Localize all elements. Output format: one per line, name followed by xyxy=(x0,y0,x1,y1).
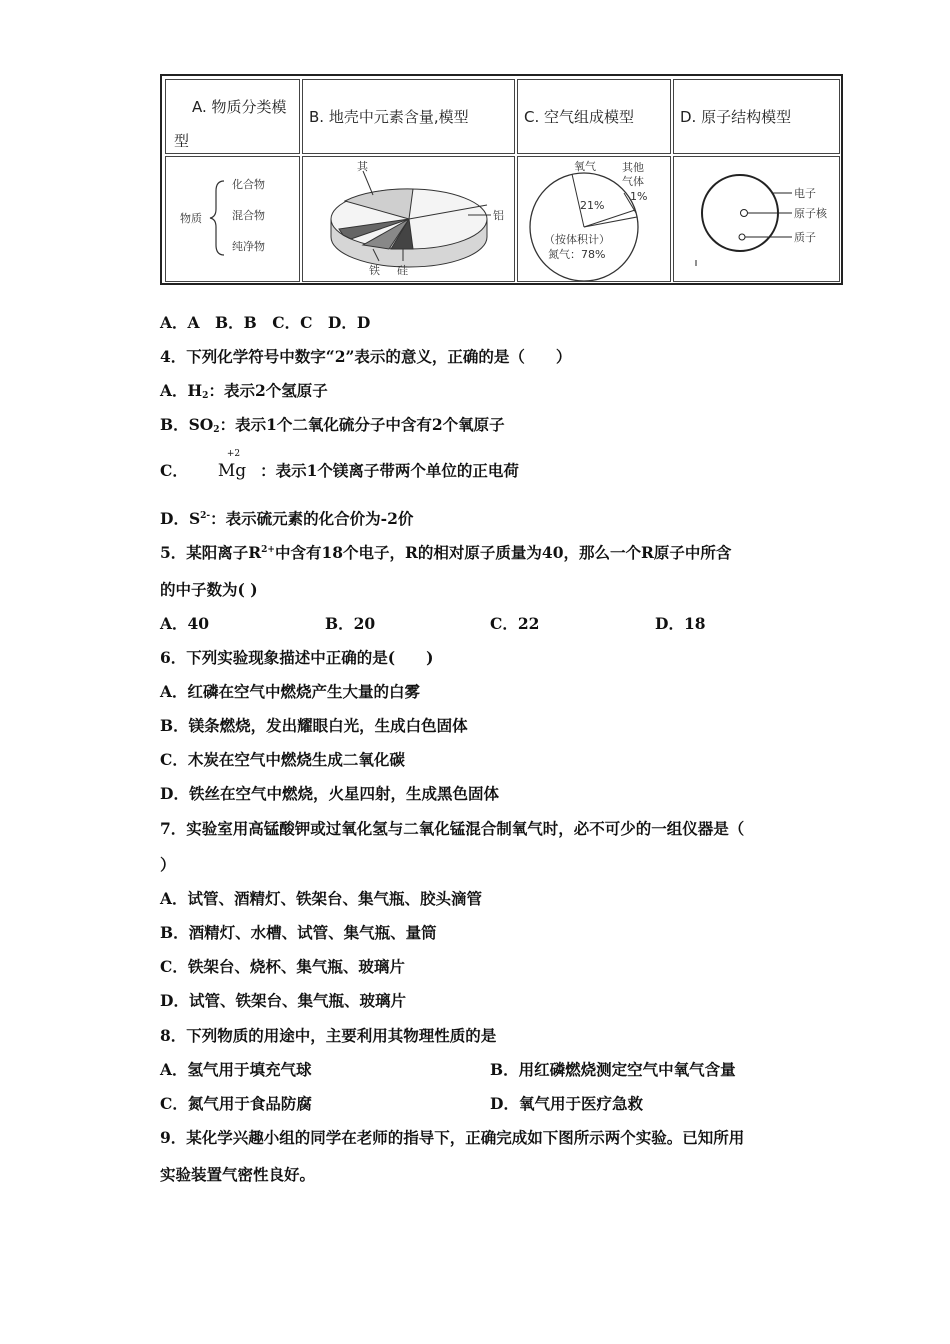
air-label-oxygen-pct: 21% xyxy=(580,199,605,212)
q7-option: C．铁架台、烧杯、集气瓶、玻璃片 xyxy=(160,957,405,976)
header-b: B. 地壳中元素含量,模型 xyxy=(302,79,515,154)
atom-label-nucleus: 原子核 xyxy=(794,207,827,220)
air-label-note: （按体积计） xyxy=(544,233,610,246)
cell-atom-model xyxy=(673,156,840,282)
q5-stem-line1: 5．某阳离子$R^{2+}$中含有18个电子，R的相对原子质量为40，那么一个R原子中所含 xyxy=(160,543,732,562)
header-c: C. 空气组成模型 xyxy=(517,79,671,154)
q7-option: B．酒精灯、水槽、试管、集气瓶、量筒 xyxy=(160,923,437,942)
classification-diagram xyxy=(166,157,299,281)
q8-option: B．用红磷燃烧测定空气中氧气含量 xyxy=(490,1060,736,1079)
q3-options: A．A B．B C．C D．D xyxy=(160,313,371,332)
air-label-nitrogen: 氮气：78% xyxy=(548,248,606,261)
q7-option: A．试管、酒精灯、铁架台、集气瓶、胶头滴管 xyxy=(160,889,483,908)
q9-stem-line2: 实验装置气密性良好。 xyxy=(160,1165,316,1184)
q5-option: C．22 xyxy=(490,614,540,633)
q8-option: D．氧气用于医疗急救 xyxy=(490,1094,643,1113)
air-label-other: 其他 xyxy=(622,161,644,174)
cell-classification-model xyxy=(165,156,300,282)
leader-line xyxy=(363,171,373,195)
q7-stem-line1: 7．实验室用高锰酸钾或过氧化氢与二氧化锰混合制氧气时，必不可少的一组仪器是（ xyxy=(160,819,745,838)
cell-crust-model xyxy=(302,156,515,282)
q8-stem: 8．下列物质的用途中，主要利用其物理性质的是 xyxy=(160,1026,497,1045)
header-d: D. 原子结构模型 xyxy=(673,79,840,154)
atom-label-electron: 电子 xyxy=(794,187,816,200)
q4-option-d: D．$S^{2-}$：表示硫元素的化合价为-2价 xyxy=(160,509,414,528)
nucleus-dot xyxy=(741,210,748,217)
q6-option: A．红磷在空气中燃烧产生大量的白雾 xyxy=(160,682,421,701)
q6-option: D．铁丝在空气中燃烧，火星四射，生成黑色固体 xyxy=(160,784,499,803)
pie-label-iron: 铁 xyxy=(369,264,380,277)
q5-option: D．18 xyxy=(655,614,706,633)
header-a: A. 物质分类模 型 xyxy=(165,79,300,154)
atom-label-proton: 质子 xyxy=(794,231,816,244)
air-pie-chart xyxy=(518,157,670,281)
class-item: 混合物 xyxy=(232,209,265,222)
q4-option-a: A．$H_2$：表示2个氢原子 xyxy=(160,381,328,401)
q5-option: B．20 xyxy=(325,614,376,633)
proton-dot xyxy=(739,234,745,240)
q4-option-b: B．$SO_2$：表示1个二氧化硫分子中含有2个氧原子 xyxy=(160,415,505,435)
class-item: 纯净物 xyxy=(232,240,265,253)
crust-pie-chart xyxy=(303,157,514,281)
pie-label-aluminum: 铝 xyxy=(493,209,504,222)
class-item: 化合物 xyxy=(232,178,265,191)
pie-label-other: 其 xyxy=(357,160,368,173)
q4-option-c: C． +2 Mg ：表示1个镁离子带两个单位的正电荷 xyxy=(160,449,519,481)
q4-stem: 4．下列化学符号中数字“2”表示的意义，正确的是（ ） xyxy=(160,347,572,366)
magnesium-symbol: +2 Mg xyxy=(217,449,247,481)
pie-label-silicon: 硅 xyxy=(397,264,408,277)
q9-stem-line1: 9．某化学兴趣小组的同学在老师的指导下，正确完成如下图所示两个实验。已知所用 xyxy=(160,1128,745,1147)
q5-option: A．40 xyxy=(160,614,210,633)
q7-stem-line2: ） xyxy=(160,855,176,874)
q8-option: A．氢气用于填充气球 xyxy=(160,1060,312,1079)
q6-option: B．镁条燃烧，发出耀眼白光，生成白色固体 xyxy=(160,716,468,735)
atom-diagram xyxy=(674,157,839,281)
air-label-other-pct: 1% xyxy=(630,190,648,203)
q6-option: C．木炭在空气中燃烧生成二氧化碳 xyxy=(160,750,405,769)
air-label-other2: 气体 xyxy=(622,175,644,188)
air-label-oxygen: 氧气 xyxy=(574,160,596,173)
model-table xyxy=(160,74,843,285)
root-label: 物质 xyxy=(180,212,202,225)
q8-option: C．氮气用于食品防腐 xyxy=(160,1094,312,1113)
q5-stem-line2: 的中子数为( ) xyxy=(160,580,258,599)
q7-option: D．试管、铁架台、集气瓶、玻璃片 xyxy=(160,991,406,1010)
cell-air-model xyxy=(517,156,671,282)
q6-stem: 6．下列实验现象描述中正确的是( ) xyxy=(160,648,434,667)
brace-shape xyxy=(210,181,224,255)
